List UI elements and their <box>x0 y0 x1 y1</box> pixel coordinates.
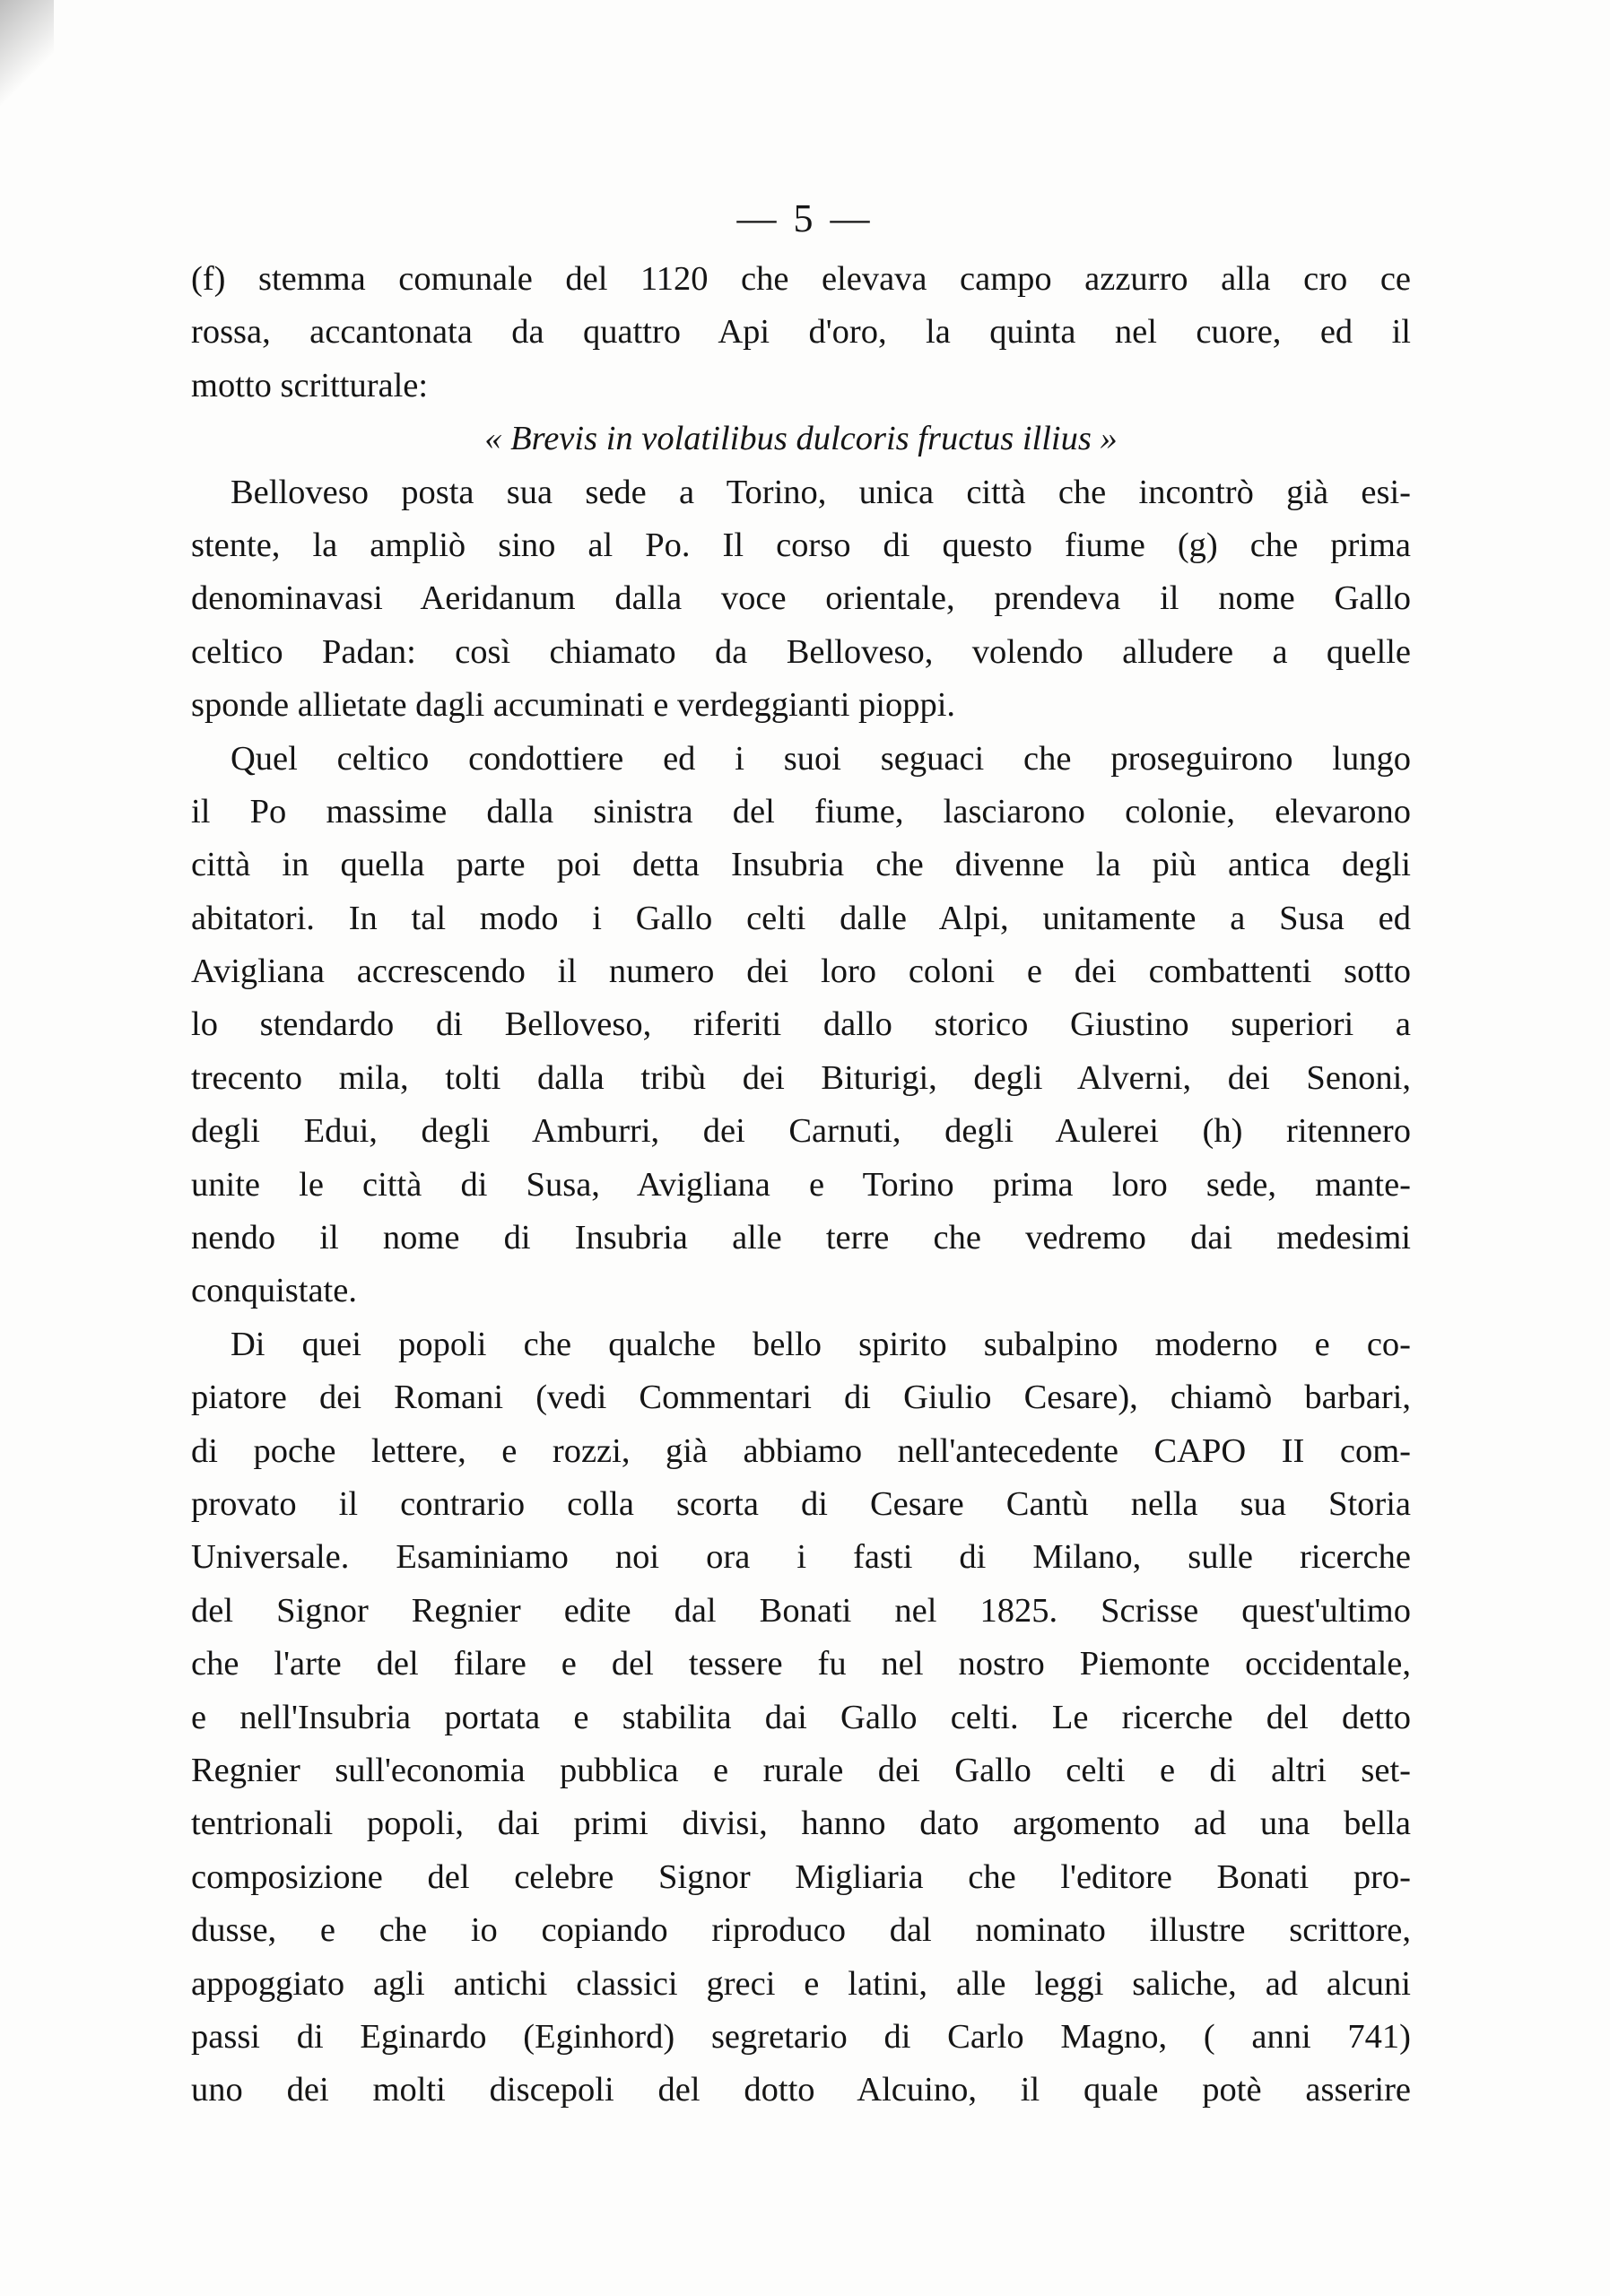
text-line: conquistate. <box>191 1272 357 1310</box>
text-line: (f) stemma comunale del 1120 che elevava campo azzurro alla cro ce <box>191 260 1411 298</box>
text-line: il Po massime dalla sinistra del fiume, lasciarono colonie, elevarono <box>191 792 1411 831</box>
text-line: nendo il nome di Insubria alle terre che vedremo dai medesimi <box>191 1219 1411 1257</box>
text-line: dusse, e che io copiando riproduco dal nominato illustre scrittore, <box>191 1911 1411 1950</box>
body-text <box>191 253 1411 2118</box>
text-line: che l'arte del filare e del tessere fu nel nostro Piemonte occidentale, <box>191 1645 1411 1683</box>
text-line: e nell'Insubria portata e stabilita dai Gallo celti. Le ricerche del detto <box>191 1698 1411 1736</box>
text-line: Belloveso posta sua sede a Torino, unica città che incontrò già esi- <box>231 473 1411 511</box>
text-line: Regnier sull'economia pubblica e rurale dei Gallo celti e di altri set- <box>191 1751 1411 1789</box>
text-line: passi di Eginardo (Eginhord) segretario di Carlo Magno, ( anni 741) <box>191 2017 1411 2056</box>
text-line: Quel celtico condottiere ed i suoi seguaci che proseguirono lungo <box>231 739 1411 778</box>
text-line: uno dei molti discepoli del dotto Alcuino, il quale potè asserire <box>191 2071 1411 2109</box>
text-line: celtico Padan: così chiamato da Belloveso, volendo alludere a quelle <box>191 632 1411 671</box>
text-line: lo stendardo di Belloveso, riferiti dallo storico Giustino superiori a <box>191 1005 1411 1044</box>
text-line: stente, la ampliò sino al Po. Il corso di questo fiume (g) che prima <box>191 526 1411 564</box>
text-line: Universale. Esaminiamo noi ora i fasti di Milano, sulle ricerche <box>191 1538 1411 1577</box>
text-line: sponde allietate dagli accuminati e verdeggianti pioppi. <box>191 686 956 725</box>
text-line: di poche lettere, e rozzi, già abbiamo nell'antecedente CAPO II com- <box>191 1431 1411 1470</box>
text-line: appoggiato agli antichi classici greci e latini, alle leggi saliche, ad alcuni <box>191 1964 1411 2003</box>
text-line: Di quei popoli che qualche bello spirito subalpino moderno e co- <box>231 1325 1411 1363</box>
text-line: rossa, accantonata da quattro Api d'oro, la quinta nel cuore, ed il <box>191 313 1411 352</box>
text-line: piatore dei Romani (vedi Commentari di Giulio Cesare), chiamò barbari, <box>191 1378 1411 1417</box>
text-line: abitatori. In tal modo i Gallo celti dalle Alpi, unitamente a Susa ed <box>191 899 1411 937</box>
text-line: tentrionali popoli, dai primi divisi, hanno dato argomento ad una bella <box>191 1805 1411 1843</box>
page-number: — 5 — <box>736 196 874 240</box>
text-line: Avigliana accrescendo il numero dei loro coloni e dei combattenti sotto <box>191 952 1411 991</box>
text-line: degli Edui, degli Amburri, dei Carnuti, degli Aulerei (h) ritennero <box>191 1112 1411 1151</box>
text-line: del Signor Regnier edite dal Bonati nel 1825. Scrisse quest'ultimo <box>191 1591 1411 1630</box>
text-line: unite le città di Susa, Avigliana e Torino prima loro sede, mante- <box>191 1165 1411 1204</box>
text-line: città in quella parte poi detta Insubria che divenne la più antica degli <box>191 846 1411 884</box>
text-line: motto scritturale: <box>191 366 429 404</box>
text-line: trecento mila, tolti dalla tribù dei Biturigi, degli Alverni, dei Senoni, <box>191 1058 1411 1097</box>
motto-line: « Brevis in volatilibus dulcoris fructus illius » <box>484 420 1118 458</box>
page-edge-shadow <box>0 0 54 126</box>
text-line: provato il contrario colla scorta di Cesare Cantù nella sua Storia <box>191 1484 1411 1523</box>
text-line: composizione del celebre Signor Migliaria che l'editore Bonati pro- <box>191 1857 1411 1896</box>
text-line: denominavasi Aeridanum dalla voce orientale, prendeva il nome Gallo <box>191 579 1411 618</box>
